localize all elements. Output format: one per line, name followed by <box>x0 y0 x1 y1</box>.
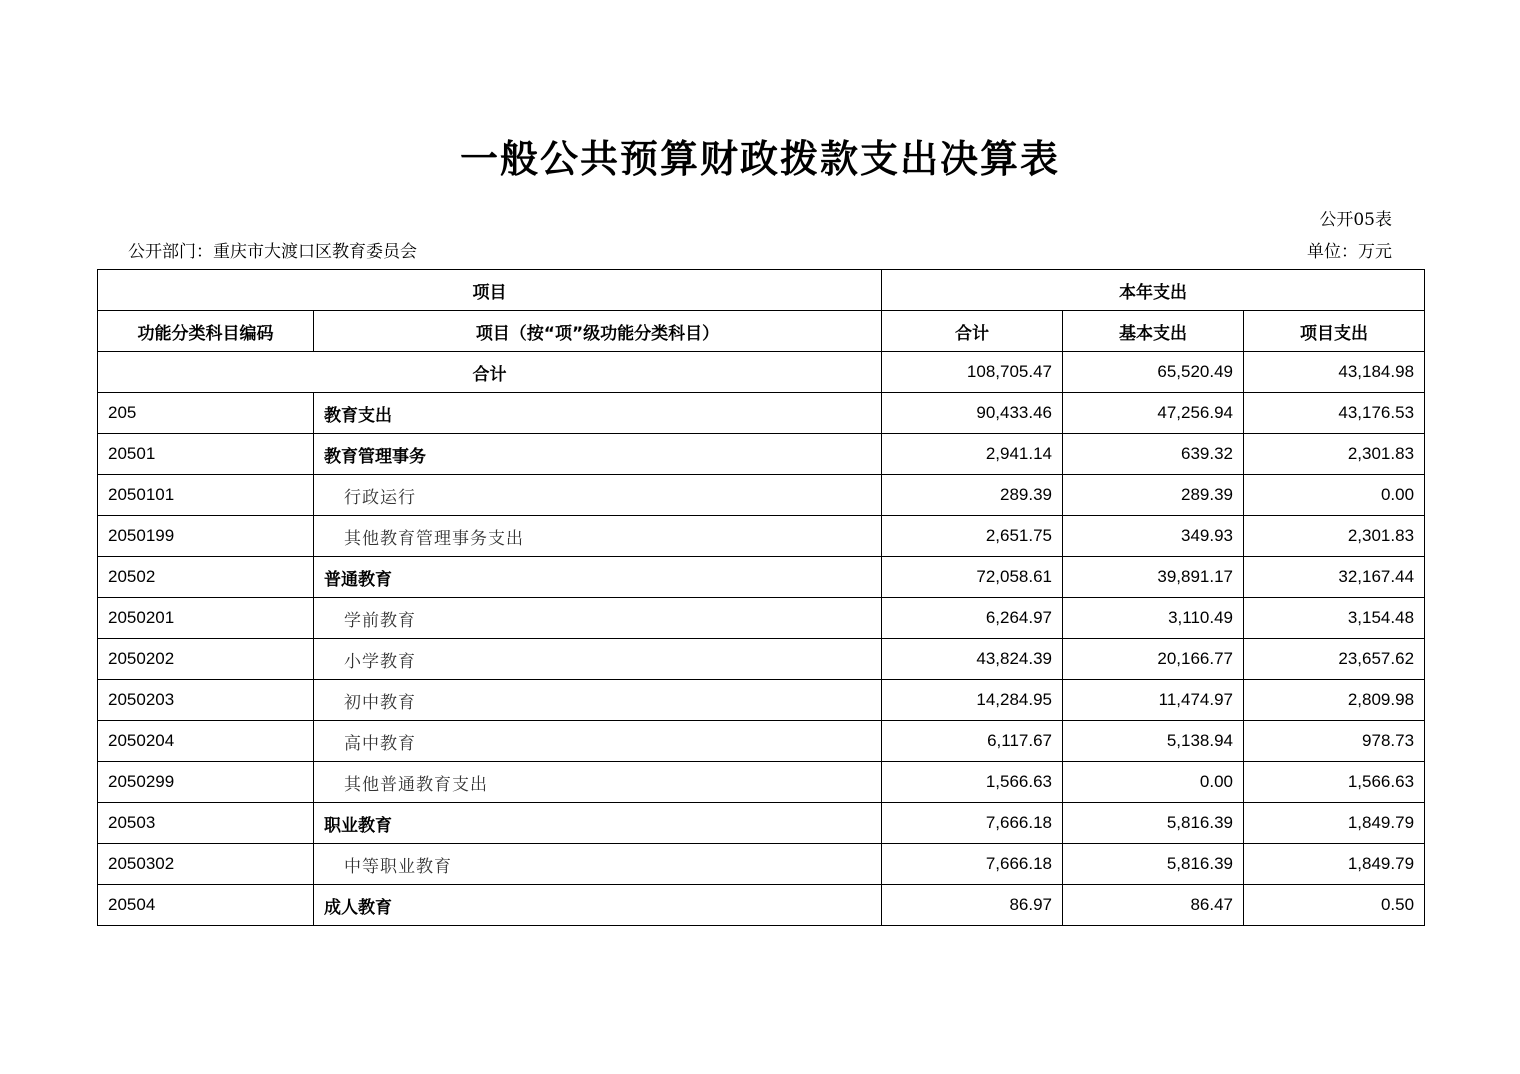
row-code: 205 <box>98 393 314 434</box>
row-project: 1,566.63 <box>1244 762 1425 803</box>
total-label: 合计 <box>98 352 882 393</box>
row-basic: 349.93 <box>1063 516 1244 557</box>
row-project: 0.50 <box>1244 885 1425 926</box>
table-row <box>98 885 1425 926</box>
table-row <box>98 762 1425 803</box>
row-total: 289.39 <box>882 475 1063 516</box>
row-name: 学前教育 <box>314 598 882 639</box>
row-basic: 5,138.94 <box>1063 721 1244 762</box>
row-code: 20502 <box>98 557 314 598</box>
row-name: 职业教育 <box>314 803 882 844</box>
row-total: 1,566.63 <box>882 762 1063 803</box>
row-total: 2,651.75 <box>882 516 1063 557</box>
header-basic: 基本支出 <box>1063 311 1244 352</box>
row-total: 72,058.61 <box>882 557 1063 598</box>
row-project: 1,849.79 <box>1244 803 1425 844</box>
row-name: 初中教育 <box>314 680 882 721</box>
table-row <box>98 639 1425 680</box>
row-code: 2050203 <box>98 680 314 721</box>
row-project: 2,809.98 <box>1244 680 1425 721</box>
page-title: 一般公共预算财政拨款支出决算表 <box>459 137 1060 181</box>
row-total: 7,666.18 <box>882 844 1063 885</box>
row-total: 90,433.46 <box>882 393 1063 434</box>
row-basic: 39,891.17 <box>1063 557 1244 598</box>
table-row <box>98 475 1425 516</box>
total-row <box>98 352 1425 393</box>
row-basic: 20,166.77 <box>1063 639 1244 680</box>
row-project: 1,849.79 <box>1244 844 1425 885</box>
table-row <box>98 598 1425 639</box>
row-name: 普通教育 <box>314 557 882 598</box>
row-name: 行政运行 <box>314 475 882 516</box>
header-current-year: 本年支出 <box>882 270 1425 311</box>
row-total: 14,284.95 <box>882 680 1063 721</box>
row-basic: 639.32 <box>1063 434 1244 475</box>
row-code: 2050299 <box>98 762 314 803</box>
department-label: 公开部门：重庆市大渡口区教育委员会 <box>128 242 417 262</box>
row-total: 6,117.67 <box>882 721 1063 762</box>
header-item: 项目 <box>98 270 882 311</box>
expenditure-table <box>97 269 1425 926</box>
header-row-2 <box>98 311 1425 352</box>
table-row <box>98 393 1425 434</box>
row-name: 其他普通教育支出 <box>314 762 882 803</box>
row-project: 0.00 <box>1244 475 1425 516</box>
row-project: 23,657.62 <box>1244 639 1425 680</box>
table-row <box>98 680 1425 721</box>
total-total: 108,705.47 <box>882 352 1063 393</box>
header-name: 项目（按“项”级功能分类科目） <box>314 311 882 352</box>
row-code: 2050101 <box>98 475 314 516</box>
table-row <box>98 721 1425 762</box>
row-basic: 3,110.49 <box>1063 598 1244 639</box>
form-number: 公开05表 <box>1319 210 1392 230</box>
row-project: 978.73 <box>1244 721 1425 762</box>
row-basic: 5,816.39 <box>1063 803 1244 844</box>
table-row <box>98 844 1425 885</box>
row-basic: 86.47 <box>1063 885 1244 926</box>
header-project: 项目支出 <box>1244 311 1425 352</box>
row-name: 小学教育 <box>314 639 882 680</box>
total-project: 43,184.98 <box>1244 352 1425 393</box>
row-total: 86.97 <box>882 885 1063 926</box>
row-code: 2050204 <box>98 721 314 762</box>
row-project: 2,301.83 <box>1244 434 1425 475</box>
row-basic: 47,256.94 <box>1063 393 1244 434</box>
header-total: 合计 <box>882 311 1063 352</box>
row-name: 教育支出 <box>314 393 882 434</box>
row-project: 43,176.53 <box>1244 393 1425 434</box>
row-project: 3,154.48 <box>1244 598 1425 639</box>
table-row <box>98 434 1425 475</box>
table-row <box>98 803 1425 844</box>
table-row <box>98 516 1425 557</box>
row-basic: 5,816.39 <box>1063 844 1244 885</box>
row-name: 成人教育 <box>314 885 882 926</box>
row-name: 教育管理事务 <box>314 434 882 475</box>
row-code: 2050199 <box>98 516 314 557</box>
row-total: 43,824.39 <box>882 639 1063 680</box>
row-total: 7,666.18 <box>882 803 1063 844</box>
row-basic: 0.00 <box>1063 762 1244 803</box>
row-project: 2,301.83 <box>1244 516 1425 557</box>
row-name: 高中教育 <box>314 721 882 762</box>
row-project: 32,167.44 <box>1244 557 1425 598</box>
row-code: 20504 <box>98 885 314 926</box>
total-basic: 65,520.49 <box>1063 352 1244 393</box>
row-name: 中等职业教育 <box>314 844 882 885</box>
unit-label: 单位：万元 <box>1307 242 1392 262</box>
row-code: 2050202 <box>98 639 314 680</box>
row-total: 2,941.14 <box>882 434 1063 475</box>
header-code: 功能分类科目编码 <box>98 311 314 352</box>
row-code: 2050302 <box>98 844 314 885</box>
row-code: 2050201 <box>98 598 314 639</box>
row-basic: 289.39 <box>1063 475 1244 516</box>
table-row <box>98 557 1425 598</box>
row-code: 20503 <box>98 803 314 844</box>
row-basic: 11,474.97 <box>1063 680 1244 721</box>
row-total: 6,264.97 <box>882 598 1063 639</box>
row-code: 20501 <box>98 434 314 475</box>
header-row-1 <box>98 270 1425 311</box>
row-name: 其他教育管理事务支出 <box>314 516 882 557</box>
